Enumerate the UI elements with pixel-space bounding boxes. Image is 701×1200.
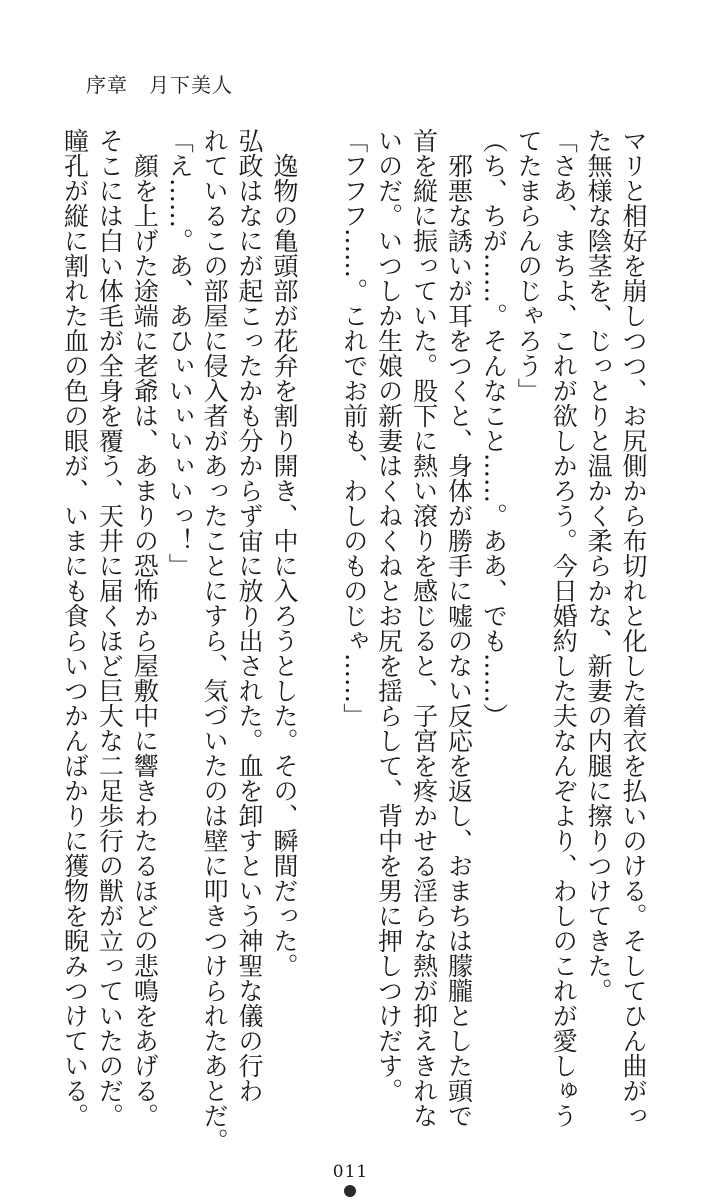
text-line: 首を縦に振っていた。股下に熱い滾りを感じると、子宮を疼かせる淫らな熱が抑えきれな bbox=[409, 128, 439, 1128]
text-line: 「フフフ……。これでお前も、わしのものじゃ……」 bbox=[339, 128, 369, 728]
text-line: 弘政はなにが起こったかも分からず宙に放り出された。血を卸すという神聖な儀の行わ bbox=[235, 128, 265, 1103]
chapter-header: 序章 月下美人 bbox=[86, 73, 233, 97]
text-line: 「さあ、まちよ、これが欲しかろう。今日婚約した夫なんぞより、わしのこれが愛しゅう bbox=[549, 128, 579, 1128]
text-line: てたまらんのじゃろう」 bbox=[514, 128, 544, 403]
text-line: そこには白い体毛が全身を覆う、天井に届くほど巨大な二足歩行の獣が立っていたのだ。 bbox=[95, 128, 125, 1128]
text-line: 邪悪な誘いが耳をつくと、身体が勝手に嘘のない反応を返し、おまちは朦朧とした頭で bbox=[444, 128, 474, 1128]
text-line: 顔を上げた途端に老爺は、あまりの恐怖から屋敷中に響きわたるほどの悲鳴をあげる。 bbox=[130, 128, 160, 1128]
page-marker-dot-icon bbox=[344, 1185, 356, 1197]
text-line: 「え……。あ、あひぃいぃいぃいっ！」 bbox=[165, 128, 195, 578]
text-line: た無様な陰茎を、じっとりと温かく柔らかな、新妻の内腿に擦りつけてきた。 bbox=[584, 128, 614, 1003]
text-line: （ち、ちが……。そんなこと……。ああ、でも……） bbox=[479, 128, 509, 728]
text-line: れているこの部屋に侵入者があったことにすら、気づいたのは壁に叩きつけられたあとだ。 bbox=[200, 128, 230, 1153]
vertical-body-text bbox=[60, 128, 650, 1153]
text-line: 瞳孔が縦に割れた血の色の眼が、いまにも食らいつかんばかりに獲物を睨みつけている。 bbox=[60, 128, 90, 1128]
text-line: 逸物の亀頭部が花弁を割り開き、中に入ろうとした。その、瞬間だった。 bbox=[269, 128, 299, 978]
text-line: マリと相好を崩しつつ、お尻側から布切れと化した着衣を払いのける。そしてひん曲がっ bbox=[619, 128, 648, 1128]
text-line: いのだ。いつしか生娘の新妻はくねくねとお尻を揺らして、背中を男に押しつけだす。 bbox=[374, 128, 404, 1103]
section-break bbox=[301, 128, 336, 1048]
page-number: 011 bbox=[332, 1162, 369, 1182]
